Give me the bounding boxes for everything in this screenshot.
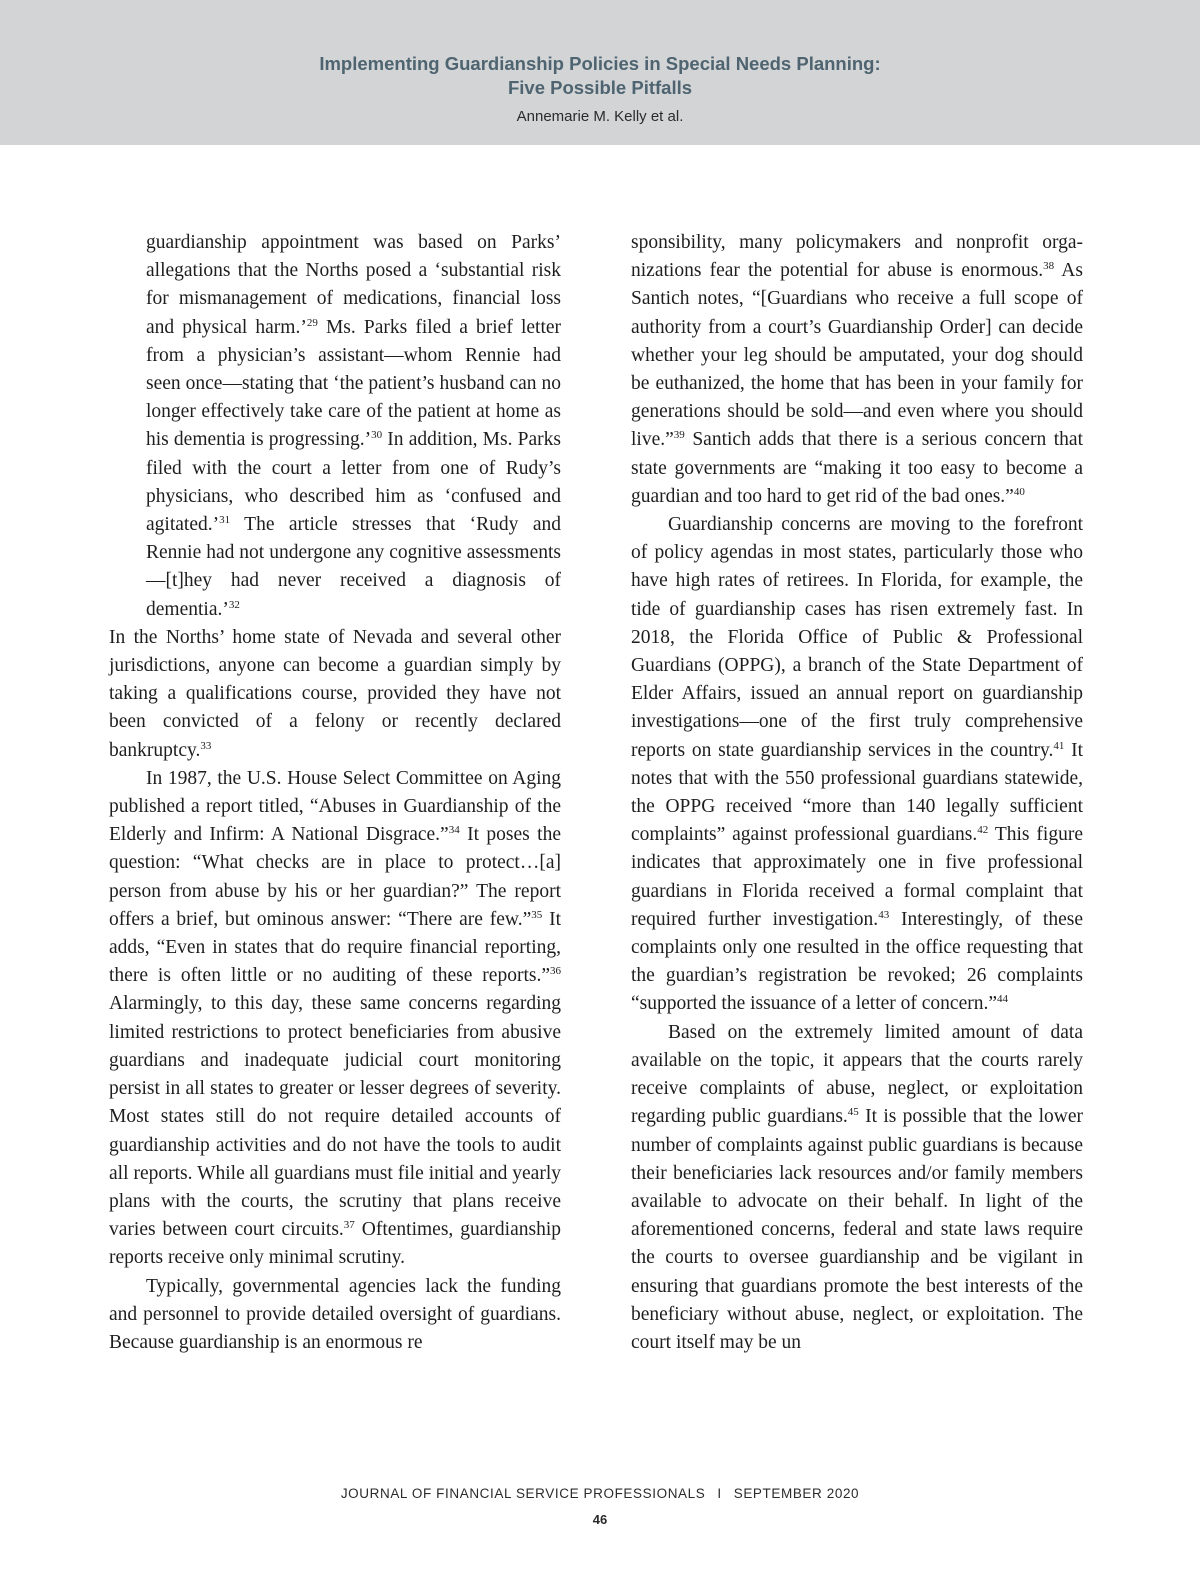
text-run: Based on the extremely limited amount of data available on the topic, it appears that the courts rarely receive complaints of abuse, neglect, or exploitation regarding public guardians. [631, 1021, 1083, 1128]
text-run: As Santich notes, “[Guardians who receive a full scope of authority from a court’s Guardianship Order] can decide whether your leg should be amputated, your dog should be euthanized, the home that has been in your family for generations should be sold—and even where you should live.” [631, 260, 1083, 451]
text-run: In addition, Ms. Parks filed with the court a letter from one of Rudy’s physicians, who described him as ‘confused and agitated.’ [146, 429, 561, 536]
text-run: guardianship appointment was based on Parks’ allegations that the Norths posed a ‘substantial risk for mismanagement of medications, financial loss and physical harm.’ [146, 232, 561, 338]
text-run: It poses the question: “What checks are in place to protect…[a] person from abuse by his or her guardian?” The report offers a brief, but ominous answer: “There are few.” [109, 824, 561, 930]
footer-separator: I [717, 1486, 722, 1501]
footnote-ref: 37 [343, 1219, 355, 1232]
page-number: 46 [592, 1512, 608, 1527]
footnote-ref: 31 [219, 514, 231, 527]
text-run: Alarmingly, to this day, these same concerns regarding limited restrictions to protect beneficiaries from abusive guardians and inadequate judicial court monitoring persist in all states to greater or lesser degrees of severity. Most states still do not require detailed accounts of guardianship activities and do not have the tools to audit all reports. While all guardians must file initial and yearly plans with the courts, the scrutiny that plans receive varies between court circuits. [109, 993, 561, 1241]
article-title-line-1: Implementing Guardianship Policies in Special Needs Planning: [319, 53, 881, 74]
text-run: It notes that with the 550 professional guardians statewide, the OPPG received “more than 140 legally sufficient complaints” against professional guardians. [631, 739, 1083, 846]
paragraph [631, 511, 1083, 1019]
footnote-ref: 34 [448, 824, 460, 837]
text-run: It adds, “Even in states that do require financial reporting, there is often little or no auditing of these reports.” [109, 908, 561, 987]
footnote-ref: 33 [200, 739, 212, 752]
footnote-ref: 30 [371, 429, 383, 442]
running-header [0, 0, 1200, 145]
footnote-ref: 43 [878, 908, 890, 921]
text-run: In 1987, the U.S. House Select Committee on Aging published a report titled, “Abuses in Guardianship of the Elderly and Infirm: A National Disgrace.” [109, 767, 561, 846]
footnote-ref: 29 [306, 316, 318, 329]
article-author: Annemarie M. Kelly et al. [516, 108, 684, 125]
text-run: This figure indicates that approximately one in five professional guardians in Florida received a formal complaint that required further investigation. [631, 824, 1083, 930]
text-run: Santich adds that there is a serious concern that state governments are “making it too easy to become a guardian and too hard to get rid of the bad ones.” [631, 429, 1083, 507]
text-run: The article stresses that ‘Rudy and Rennie had not undergone any cognitive assessments—[t]hey had never received a diagnosis of dementia.’ [146, 514, 561, 620]
footnote-ref: 45 [847, 1106, 859, 1119]
footnote-ref: 38 [1043, 260, 1055, 273]
text-run: Interestingly, of these complaints only one resulted in the office requesting that the guardian’s registration be revoked; 26 complaints “supported the issuance of a letter of concern.” [631, 908, 1083, 1015]
article-title-line-2: Five Possible Pitfalls [507, 77, 693, 98]
footnote-ref: 42 [977, 824, 989, 837]
block-quote [109, 229, 561, 624]
footnote-ref: 44 [997, 993, 1009, 1006]
paragraph: Typically, governmental agencies lack the funding and personnel to provide detailed oversight of guardians. Because guardianship is an enormous re [109, 1275, 561, 1353]
journal-name: JOURNAL OF FINANCIAL SERVICE PROFESSIONALS [340, 1486, 706, 1501]
running-footer [0, 1486, 1200, 1501]
text-run: Ms. Parks filed a brief letter from a physician’s assistant—whom Rennie had seen once—stating that ‘the patient’s husband can no longer effectively take care of the patient at home as his dementia is progressing.’ [146, 316, 562, 451]
left-column [109, 229, 561, 1357]
article-title [0, 52, 1200, 100]
footnote-ref: 41 [1053, 739, 1065, 752]
footnote-ref: 40 [1013, 485, 1025, 498]
paragraph [631, 1019, 1083, 1357]
footnote-ref: 39 [673, 429, 685, 442]
footnote-ref: 35 [531, 908, 543, 921]
footnote-ref: 32 [228, 598, 240, 611]
paragraph [631, 229, 1083, 511]
footnote-ref: 36 [550, 965, 561, 978]
paragraph [109, 765, 561, 1273]
text-run: Guardianship concerns are moving to the forefront of policy agendas in most states, particularly those who have high rates of retirees. In Florida, for example, the tide of guardianship cases has risen extremely fast. In 2018, the Florida Office of Public & Professional Guardians (OPPG), a branch of the State Department of Elder Affairs, issued an annual report on guardianship investigations—one of the first truly comprehensive reports on state guardianship services in the country. [631, 514, 1083, 761]
text-run: In the Norths’ home state of Nevada and several other jurisdictions, anyone can become a guardian simply by taking a qualifications course, provided they have not been convicted of a felony or recently declared bankruptcy. [109, 626, 561, 761]
right-column [631, 229, 1083, 1357]
issue-date: SEPTEMBER 2020 [733, 1486, 860, 1501]
text-run: It is possible that the lower number of complaints against public guardians is because their beneficiaries lack resources and/or family members available to advocate on their behalf. In light of the aforementioned concerns, federal and state laws require the courts to oversee guardianship and be vigilant in ensuring that guardians promote the best interests of the beneficiary without abuse, neglect, or exploitation. The court itself may be un [631, 1106, 1083, 1353]
text-run: Oftentimes, guardianship reports receive only minimal scrutiny. [109, 1219, 561, 1269]
paragraph [109, 624, 561, 765]
text-run: sponsibility, many policymakers and nonprofit organizations fear the potential for abuse is enormous. [631, 232, 1083, 282]
